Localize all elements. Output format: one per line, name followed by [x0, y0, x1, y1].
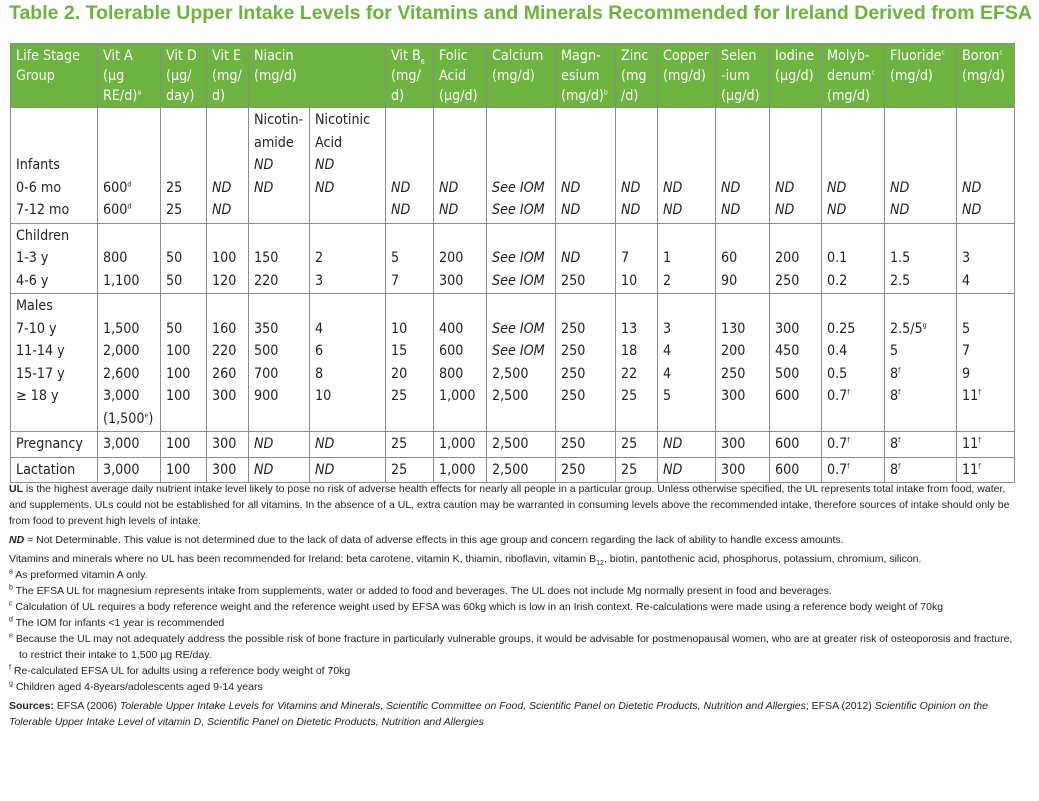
upper-intake-table — [10, 43, 1015, 483]
cell-selenium: 300 — [716, 457, 770, 483]
cell-vit-d: 50 100 100 100 — [161, 294, 207, 432]
cell-molybdenum: ND ND — [822, 108, 885, 224]
cell-nicotinamide: Nicotin- amide ND ND — [249, 108, 310, 224]
cell-vit-a: 3,000 — [98, 457, 161, 483]
cell-group: Children 1-3 y 4-6 y — [11, 223, 98, 294]
cell-folic-acid: 1,000 — [434, 432, 487, 458]
col-vit-b6: Vit $B_6$ (mg/ d) — [386, 44, 434, 108]
col-life-stage: Life Stage Group — [11, 44, 98, 108]
cell-folic-acid: 1,000 — [434, 457, 487, 483]
cell-iodine: 200 250 — [770, 223, 822, 294]
cell-vit-b6: 5 7 — [386, 223, 434, 294]
col-boron: Boron$^c$ (mg/d) — [957, 44, 1015, 108]
cell-selenium: 130 200 250 300 — [716, 294, 770, 432]
cell-magnesium: 250 250 250 250 — [556, 294, 616, 432]
cell-selenium: 300 — [716, 432, 770, 458]
cell-calcium: 2,500 — [487, 457, 556, 483]
cell-group: Lactation — [11, 457, 98, 483]
cell-nicotinic-acid: 4 6 8 10 — [310, 294, 386, 432]
col-selenium: Selen -ium (µg/d) — [716, 44, 770, 108]
cell-molybdenum: 0.25 0.4 0.5 0.7$^f$ — [822, 294, 885, 432]
cell-copper: 3 4 4 5 — [658, 294, 716, 432]
cell-vit-d: 100 — [161, 457, 207, 483]
cell-magnesium: 250 — [556, 432, 616, 458]
cell-vit-b6: 25 — [386, 432, 434, 458]
cell-vit-e: ND ND — [207, 108, 249, 224]
cell-fluoride: 2.5/5$^g$ 5 8$^f$ 8$^f$ — [885, 294, 957, 432]
cell-nicotinamide: 150 220 — [249, 223, 310, 294]
cell-boron: 11$^f$ — [957, 457, 1015, 483]
cell-copper: ND — [658, 432, 716, 458]
cell-fluoride: 8$^f$ — [885, 457, 957, 483]
footnote-g: $^g$ Children aged 4-8years/adolescents aged 9-14 years — [9, 680, 263, 693]
cell-vit-e: 100 120 — [207, 223, 249, 294]
col-niacin: Niacin (mg/d) — [249, 44, 386, 108]
cell-vit-d: 25 25 — [161, 108, 207, 224]
no-ul-note: Vitamins and minerals where no UL has been recommended for Ireland: beta carotene, vitamin K, thiamin, riboflavin, vitamin $B_{12}$, biotin, pantothenic acid, phosphorus, potassium, chromium, silicon. — [9, 553, 922, 568]
cell-calcium: See IOM See IOM — [487, 223, 556, 294]
cell-nicotinamide: ND — [249, 432, 310, 458]
cell-vit-a: 3,000 — [98, 432, 161, 458]
cell-copper: 1 2 — [658, 223, 716, 294]
table-row-males — [11, 294, 1015, 432]
cell-vit-a: 600$^d$ 600$^d$ — [98, 108, 161, 224]
cell-vit-b6: 25 — [386, 457, 434, 483]
col-vit-a: Vit A (µg RE/d)$^a$ — [98, 44, 161, 108]
cell-vit-a: 800 1,100 — [98, 223, 161, 294]
cell-magnesium: ND ND — [556, 108, 616, 224]
col-vit-d: Vit D (µg/ day) — [161, 44, 207, 108]
cell-fluoride: ND ND — [885, 108, 957, 224]
cell-zinc: 7 10 — [616, 223, 658, 294]
col-molybdenum: Molyb- denum$^c$ (mg/d) — [822, 44, 885, 108]
col-magnesium: Magn- esium $(mg/d)^b$ — [556, 44, 616, 108]
footnote-d: $^d$ The IOM for infants <1 year is recommended — [9, 616, 225, 629]
cell-folic-acid: ND ND — [434, 108, 487, 224]
footnote-e: $^e$ Because the UL may not adequately address the possible risk of bone fracture in particularly vulnerable groups, it would be advisable for postmenopausal women, who are at greater risk of osteoporosis and fracture, to restrict their intake to 1,500 µg RE/day. — [9, 632, 1013, 661]
cell-vit-a: 1,500 2,000 2,600 3,000 (1,500e) — [98, 294, 161, 432]
cell-vit-b6: 10 15 20 25 — [386, 294, 434, 432]
cell-iodine: ND ND — [770, 108, 822, 224]
cell-molybdenum: 0.7$^f$ — [822, 457, 885, 483]
cell-nicotinamide: ND — [249, 457, 310, 483]
col-zinc: Zinc (mg /d) — [616, 44, 658, 108]
cell-zinc: 25 — [616, 432, 658, 458]
sources-note: Sources: EFSA (2006) Tolerable Upper Intake Levels for Vitamins and Minerals, Scientific Committee on Food, Scientific Panel on Dietetic Products, Nutrition and Allergies; EFSA (2012) Scientific Opinion on the Tolerable Upper Intake Level of vitamin D, Scientific Panel on Dietetic Products, Nutrition and Allergies — [9, 700, 988, 728]
cell-vit-e: 300 — [207, 432, 249, 458]
cell-boron: ND ND — [957, 108, 1015, 224]
cell-zinc: 13 18 22 25 — [616, 294, 658, 432]
cell-iodine: 600 — [770, 432, 822, 458]
cell-copper: ND ND — [658, 108, 716, 224]
col-folic-acid: Folic Acid (µg/d) — [434, 44, 487, 108]
cell-nicotinic-acid: ND — [310, 432, 386, 458]
footnote-a: $^a$ As preformed vitamin A only. — [9, 568, 148, 581]
cell-folic-acid: 200 300 — [434, 223, 487, 294]
cell-folic-acid: 400 600 800 1,000 — [434, 294, 487, 432]
table-row-lactation — [11, 457, 1015, 483]
footnote-c: $^c$ Calculation of UL requires a body reference weight and the reference weight used by EFSA was 60kg which is low in an Irish context. Re-calculations were made using a reference body weight of 70kg — [9, 600, 944, 613]
cell-iodine: 300 450 500 600 — [770, 294, 822, 432]
cell-boron: 11$^f$ — [957, 432, 1015, 458]
header-row — [11, 44, 1015, 108]
cell-nicotinic-acid: Nicotinic Acid ND ND — [310, 108, 386, 224]
cell-boron: 5 7 9 11$^f$ — [957, 294, 1015, 432]
footnote-b: $^b$ The EFSA UL for magnesium represents intake from supplements, water or added to food and beverages. The UL does not include Mg normally present in food and beverages. — [9, 584, 832, 597]
cell-calcium: See IOM See IOM — [487, 108, 556, 224]
cell-vit-e: 160 220 260 300 — [207, 294, 249, 432]
cell-vit-e: 300 — [207, 457, 249, 483]
col-copper: Copper (mg/d) — [658, 44, 716, 108]
cell-group: Infants 0-6 mo 7-12 mo — [11, 108, 98, 224]
cell-copper: ND — [658, 457, 716, 483]
cell-group: Pregnancy — [11, 432, 98, 458]
cell-zinc: 25 — [616, 457, 658, 483]
cell-vit-d: 50 50 — [161, 223, 207, 294]
cell-calcium: 2,500 — [487, 432, 556, 458]
cell-selenium: 60 90 — [716, 223, 770, 294]
table-title: Table 2. Tolerable Upper Intake Levels for Vitamins and Minerals Recommended for Ireland Derived from EFSA — [9, 2, 1032, 24]
col-fluoride: Fluoride$^c$ (mg/d) — [885, 44, 957, 108]
col-vit-e: Vit E (mg/ d) — [207, 44, 249, 108]
table-row-pregnancy — [11, 432, 1015, 458]
cell-zinc: ND ND — [616, 108, 658, 224]
cell-group: Males 7-10 y 11-14 y 15-17 y ≥ 18 y — [11, 294, 98, 432]
cell-nicotinic-acid: 2 3 — [310, 223, 386, 294]
cell-molybdenum: 0.7$^f$ — [822, 432, 885, 458]
cell-vit-d: 100 — [161, 432, 207, 458]
col-calcium: Calcium (mg/d) — [487, 44, 556, 108]
table-row-children — [11, 223, 1015, 294]
cell-nicotinamide: 350 500 700 900 — [249, 294, 310, 432]
footnotes — [9, 481, 1019, 730]
footnote-f: $^f$ Re-calculated EFSA UL for adults using a reference body weight of 70kg — [9, 664, 351, 677]
cell-calcium: See IOM See IOM 2,500 2,500 — [487, 294, 556, 432]
table-row-infants — [11, 108, 1015, 224]
cell-vit-b6: ND ND — [386, 108, 434, 224]
ul-definition: UL is the highest average daily nutrient intake level likely to pose no risk of adverse health effects for nearly all people in a particular group. Unless otherwise specified, the UL represents total intake from food, water, and supplements. ULs could not be established for all vitamins. In the absence of a UL, extra caution may be warranted in consuming levels above the recommended intake, therefore sources of intake should only be from food to prevent high levels of intake. — [9, 483, 1010, 527]
cell-fluoride: 1.5 2.5 — [885, 223, 957, 294]
cell-iodine: 600 — [770, 457, 822, 483]
cell-magnesium: ND 250 — [556, 223, 616, 294]
col-iodine: Iodine (µg/d) — [770, 44, 822, 108]
cell-fluoride: 8$^f$ — [885, 432, 957, 458]
cell-molybdenum: 0.1 0.2 — [822, 223, 885, 294]
cell-magnesium: 250 — [556, 457, 616, 483]
nd-definition: ND = Not Determinable. This value is not determined due to the lack of data of adverse effects in this age group and concern regarding the lack of ability to handle excess amounts. — [9, 534, 844, 546]
cell-nicotinic-acid: ND — [310, 457, 386, 483]
cell-boron: 3 4 — [957, 223, 1015, 294]
cell-selenium: ND ND — [716, 108, 770, 224]
